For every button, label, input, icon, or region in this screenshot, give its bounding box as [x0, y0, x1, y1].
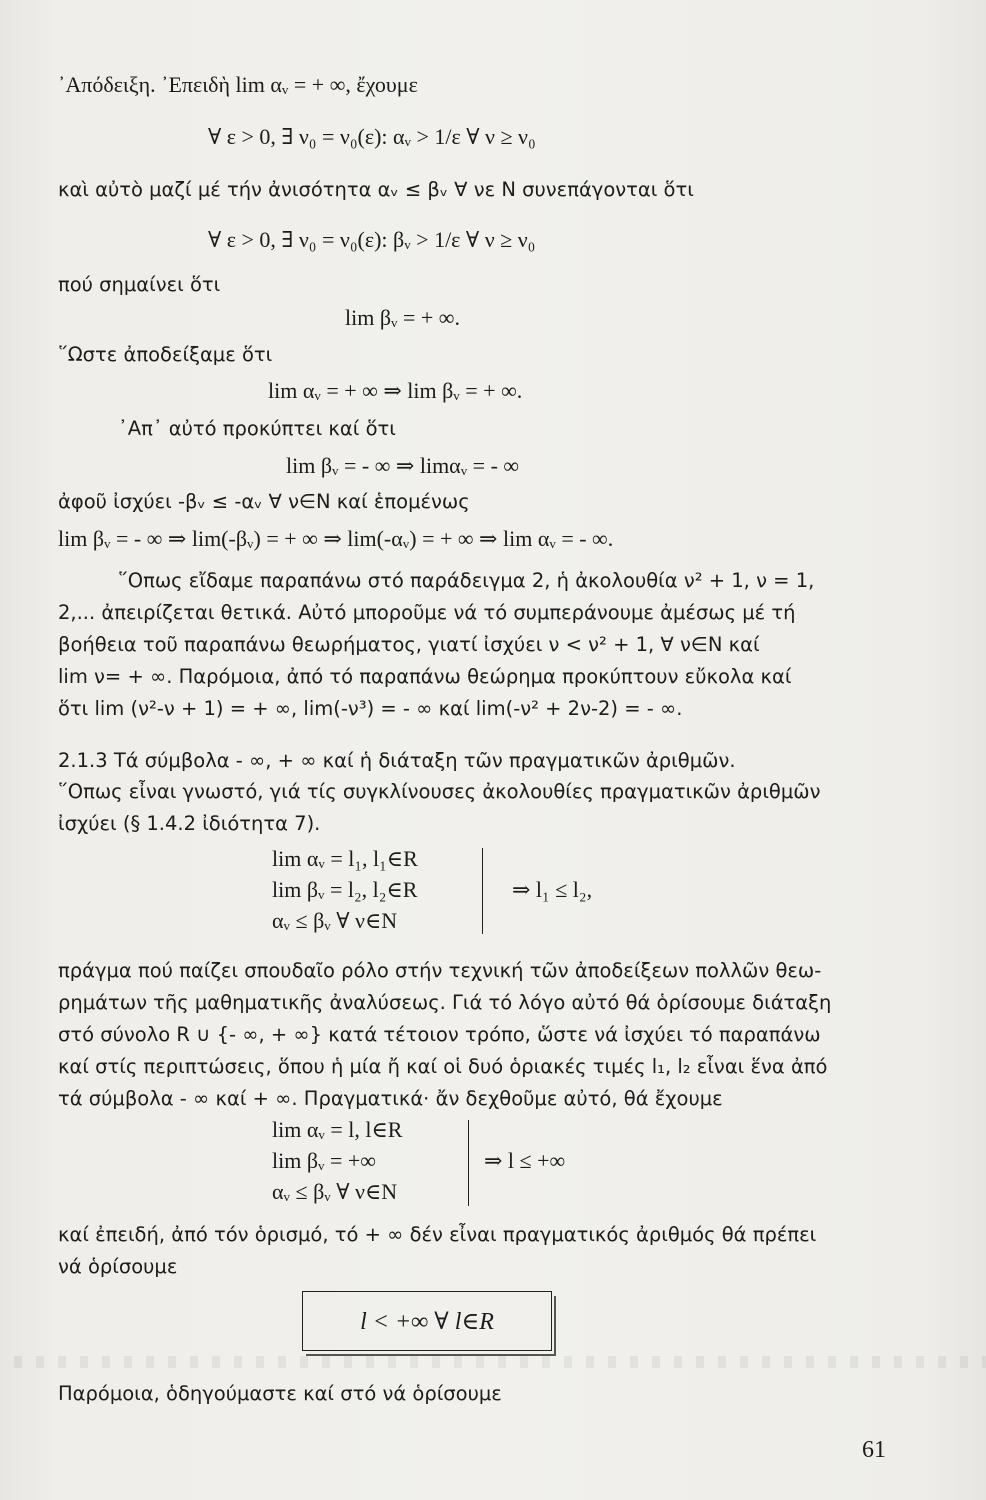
section-heading: 2.1.3 Τά σύμβολα - ∞, + ∞ καί ἡ διάταξη τῶν πραγματικῶν ἀριθμῶν. [58, 749, 736, 772]
system-1 [272, 843, 418, 936]
system-2-brace [460, 1120, 469, 1206]
text-2: πού σημαίνει ὅτι [58, 273, 221, 296]
system-1-result: ⇒ l₁ ≤ l₂, [512, 877, 593, 902]
text-19: νά ὁρίσουμε [58, 1255, 178, 1278]
cond-beta: ∀ ε > 0, ∃ ν₀ = ν₀(ε): βᵥ > 1/ε ∀ ν ≥ ν₀ [208, 227, 536, 252]
system-2-row: lim αᵥ = l, l∈R [272, 1117, 403, 1142]
system-2 [272, 1114, 402, 1207]
text-4: ᾿Απ᾿ αὐτό προκύπτει καί ὅτι [118, 417, 396, 440]
lim-beta: lim βᵥ = + ∞. [345, 305, 460, 330]
impl-3: lim βᵥ = - ∞ ⇒ lim(-βᵥ) = + ∞ ⇒ lim(-αᵥ) = + ∞ ⇒ lim αᵥ = - ∞. [58, 526, 614, 551]
text-7: 2,... ἀπειρίζεται θετικά. Αὐτό μποροῦμε νά τό συμπεράνουμε ἀμέσως μέ τή [58, 601, 796, 624]
text-8: βοήθεια τοῦ παραπάνω θεωρήματος, γιατί ἰσχύει ν < ν² + 1, ∀ ν∈N καί [58, 633, 760, 656]
text-10: ὅτι lim (ν²-ν + 1) = + ∞, lim(-ν³) = - ∞ καί lim(-ν² + 2ν-2) = - ∞. [58, 697, 683, 720]
system-1-row: αᵥ ≤ βᵥ ∀ ν∈N [272, 908, 398, 933]
system-2-result: ⇒ l ≤ +∞ [484, 1148, 566, 1173]
text-15: στό σύνολο R ∪ {- ∞, + ∞} κατά τέτοιον τρόπο, ὥστε νά ἰσχύει τό παραπάνω [58, 1023, 821, 1046]
text-17: τά σύμβολα - ∞ καί + ∞. Πραγματικά· ἄν δεχθοῦμε αὐτό, θά ἔχουμε [58, 1087, 723, 1110]
impl-2: lim βᵥ = - ∞ ⇒ limαᵥ = - ∞ [286, 453, 520, 478]
page-number: 61 [862, 1437, 886, 1463]
text-20: Παρόμοια, ὁδηγούμαστε καί στό νά ὁρίσουμε [58, 1382, 502, 1405]
text-9: lim ν= + ∞. Παρόμοια, ἀπό τό παραπάνω θεώρημα προκύπτουν εὔκολα καί [58, 665, 792, 688]
system-1-row: lim αᵥ = l₁, l₁∈R [272, 846, 418, 871]
text-3: ῞Ωστε ἀποδείξαμε ὅτι [58, 343, 273, 366]
bleed-through [0, 1356, 986, 1368]
system-2-row: lim βᵥ = +∞ [272, 1148, 376, 1173]
text-16: καί στίς περιπτώσεις, ὅπου ἡ μία ἤ καί οἱ δυό ὁριακές τιμές l₁, l₂ εἶναι ἕνα ἀπό [58, 1055, 828, 1078]
text-1: καὶ αὐτὸ μαζί μέ τήν ἀνισότητα αᵥ ≤ βᵥ ∀ νε N συνεπάγονται ὅτι [58, 178, 694, 201]
cond-alpha: ∀ ε > 0, ∃ ν₀ = ν₀(ε): αᵥ > 1/ε ∀ ν ≥ ν₀ [208, 124, 536, 149]
text-5: ἀφοῦ ἰσχύει -βᵥ ≤ -αᵥ ∀ ν∈N καί ἑπομένως [58, 490, 470, 513]
proof-heading: ᾿Απόδειξη. ᾿Επειδὴ lim αᵥ = + ∞, ἔχουμε [58, 72, 418, 97]
text-14: ρημάτων τῆς μαθηματικῆς ἀναλύσεως. Γιά τό λόγο αὐτό θά ὁρίσουμε διάταξη [58, 991, 832, 1014]
text-12: ἰσχύει (§ 1.4.2 ἰδιότητα 7). [58, 812, 321, 835]
impl-1: lim αᵥ = + ∞ ⇒ lim βᵥ = + ∞. [268, 378, 523, 403]
system-2-row: αᵥ ≤ βᵥ ∀ ν∈N [272, 1179, 398, 1204]
text-6: ῞Οπως εἴδαμε παραπάνω στό παράδειγμα 2, ἡ ἀκολουθία ν² + 1, ν = 1, [118, 569, 815, 592]
text-13: πράγμα πού παίζει σπουδαῖο ρόλο στήν τεχνική τῶν ἀποδείξεων πολλῶν θεω- [58, 959, 822, 982]
text-18: καί ἐπειδή, ἀπό τόν ὁρισμό, τό + ∞ δέν εἶναι πραγματικός ἀριθμός θά πρέπει [58, 1223, 817, 1246]
system-1-row: lim βᵥ = l₂, l₂∈R [272, 877, 418, 902]
text-11: ῞Οπως εἶναι γνωστό, γιά τίς συγκλίνουσες ἀκολουθίες πραγματικῶν ἀριθμῶν [58, 780, 821, 803]
system-1-brace [474, 848, 483, 934]
boxed-formula: l < +∞ ∀ l∈R [302, 1291, 552, 1351]
